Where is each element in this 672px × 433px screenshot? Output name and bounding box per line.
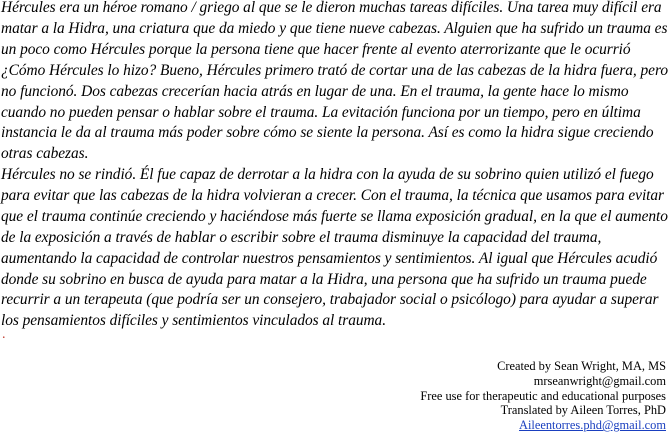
- credit-translator: Translated by Aileen Torres, PhD: [500, 403, 666, 418]
- body-paragraph-2: Hércules no se rindió. Él fue capaz de derrotar a la hidra con la ayuda de su sobrino quien utilizó el fuego para evitar que las cabezas de la hidra volvieran a crecer. Con el trauma, la técnica que usamos para evitar que el trauma continúe creciendo y haciéndose más fuerte se llama exposición gradual, en la que el aumento de la exposición a través de hablar o escribir sobre el trauma disminuye la capacidad del trauma, aumentando la capacidad de controlar nuestros pensamientos y sentimientos. Al igual que Hércules acudió donde su sobrino en busca de ayuda para matar a la Hidra, una persona que ha sufrido un trauma puede recurrir a un terapeuta (que podría ser un consejero, trabajador social o psicólogo) para ayudar a superar los pensamientos difíciles y sentimientos vinculados al trauma.: [1, 166, 668, 330]
- stray-mark: .: [2, 327, 6, 342]
- credit-author: Created by Sean Wright, MA, MS: [497, 359, 666, 373]
- translator-email-link[interactable]: Aileentorres.phd@gmail.com: [519, 418, 666, 433]
- body-paragraph-1: Hércules era un héroe romano / griego al que se le dieron muchas tareas difíciles. Una tarea muy difícil era matar a la Hidra, una criatura que da miedo y que tiene nueve cabezas. Alguien que ha sufrido un trauma es un poco como Hércules porque la persona tiene que hacer frente al evento aterrorizante que le ocurrió ¿Cómo Hércules lo hizo? Bueno, Hércules primero trató de cortar una de las cabezas de la hidra fuera, pero no funcionó. Dos cabezas crecerían hacia atrás en lugar de una. En el trauma, la gente hace lo mismo cuando no pueden pensar o hablar sobre el trauma. La evitación funciona por un tiempo, pero en última instancia le da al trauma más poder sobre cómo se siente la persona. Así es como la hidra sigue creciendo otras cabezas.: [1, 0, 668, 163]
- credit-author-email: mrseanwright@gmail.com: [533, 373, 666, 388]
- credits-block: [420, 359, 666, 433]
- credit-usage-note: Free use for therapeutic and educational purposes: [420, 388, 666, 403]
